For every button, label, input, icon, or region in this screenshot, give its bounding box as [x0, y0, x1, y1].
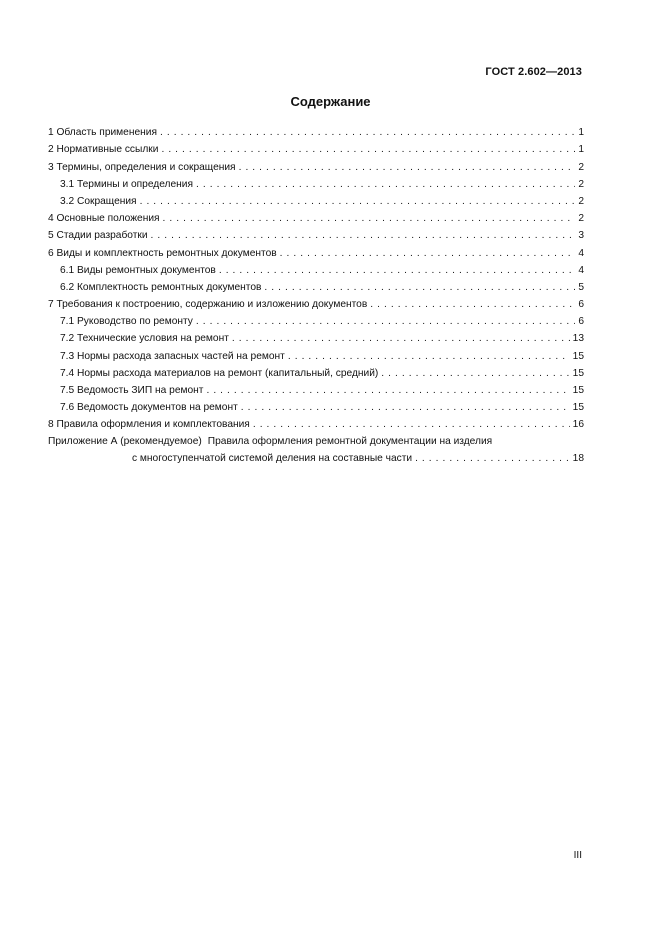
- toc-leader-dots: [196, 178, 575, 191]
- toc-entry-label: 7.6 Ведомость документов на ремонт: [60, 402, 238, 414]
- toc-entry-label: 3 Термины, определения и сокращения: [48, 161, 236, 173]
- toc-entry-page-number: 4: [578, 264, 584, 276]
- toc-entry[interactable]: [48, 277, 584, 294]
- toc-leader-dots: [253, 418, 570, 431]
- table-of-contents: [48, 122, 584, 465]
- toc-leader-dots: [151, 229, 576, 242]
- toc-entry-label: 7.1 Руководство по ремонту: [60, 316, 193, 328]
- toc-entry-label: 4 Основные положения: [48, 213, 160, 225]
- toc-entry[interactable]: [48, 311, 584, 328]
- toc-entry-label: 3.1 Термины и определения: [60, 178, 193, 190]
- appendix-page-number: 18: [572, 453, 584, 465]
- toc-entries: [48, 122, 584, 431]
- toc-entry-page-number: 2: [578, 195, 584, 207]
- toc-entry-page-number: 5: [578, 281, 584, 293]
- toc-entry-label: 7.5 Ведомость ЗИП на ремонт: [60, 385, 204, 396]
- toc-entry-page-number: 2: [578, 178, 584, 190]
- toc-entry[interactable]: [48, 363, 584, 380]
- appendix-prefix: Приложение А (рекомендуемое): [48, 436, 202, 448]
- toc-entry-page-number: 15: [572, 367, 584, 379]
- toc-leader-dots: [196, 315, 575, 328]
- toc-entry[interactable]: [48, 260, 584, 277]
- toc-entry-label: 5 Стадии разработки: [48, 230, 148, 242]
- toc-leader-dots: [415, 452, 570, 465]
- toc-entry[interactable]: [48, 225, 584, 242]
- toc-leader-dots: [232, 332, 570, 345]
- toc-entry-page-number: 1: [578, 127, 584, 139]
- toc-appendix-entry[interactable]: [48, 433, 584, 465]
- toc-entry-label: 7.4 Нормы расхода материалов на ремонт (капитальный, средний): [60, 367, 379, 379]
- toc-entry-label: 2 Нормативные ссылки: [48, 144, 159, 156]
- toc-entry-label: 8 Правила оформления и комплектования: [48, 419, 250, 431]
- appendix-first-line: [48, 433, 584, 448]
- document-code: ГОСТ 2.602—2013: [485, 66, 582, 78]
- appendix-title-line2: с многоступенчатой системой деления на составные части: [132, 453, 413, 465]
- toc-title: Содержание: [290, 94, 371, 109]
- toc-entry-page-number: 4: [578, 247, 584, 259]
- toc-leader-dots: [381, 367, 569, 380]
- toc-entry[interactable]: [48, 208, 584, 225]
- toc-leader-dots: [206, 384, 569, 397]
- toc-entry[interactable]: [48, 156, 584, 173]
- appendix-second-line: [48, 448, 584, 465]
- toc-leader-dots: [161, 143, 575, 156]
- toc-entry[interactable]: [48, 191, 584, 208]
- toc-entry-page-number: 15: [572, 402, 584, 414]
- toc-leader-dots: [264, 281, 575, 294]
- toc-entry[interactable]: [48, 242, 584, 259]
- toc-leader-dots: [288, 350, 570, 363]
- toc-entry-label: 3.2 Сокращения: [60, 195, 137, 207]
- toc-entry[interactable]: [48, 380, 584, 397]
- toc-entry[interactable]: [48, 139, 584, 156]
- toc-entry[interactable]: [48, 345, 584, 362]
- toc-entry-label: 6.1 Виды ремонтных документов: [60, 264, 216, 276]
- toc-leader-dots: [241, 401, 570, 414]
- appendix-title-line1: Правила оформления ремонтной документации на изделия: [207, 436, 493, 448]
- page-number: III: [573, 850, 582, 861]
- toc-entry[interactable]: [48, 122, 584, 139]
- toc-entry-label: 6.2 Комплектность ремонтных документов: [60, 281, 262, 293]
- toc-entry-page-number: 2: [578, 213, 584, 225]
- toc-leader-dots: [239, 161, 576, 174]
- toc-entry-page-number: 6: [578, 299, 584, 311]
- toc-entry-label: 1 Область применения: [48, 127, 157, 139]
- toc-entry[interactable]: [48, 414, 584, 431]
- toc-entry[interactable]: [48, 397, 584, 414]
- toc-entry-page-number: 16: [572, 419, 584, 431]
- toc-entry-page-number: 15: [572, 350, 584, 362]
- toc-entry-page-number: 13: [572, 333, 584, 345]
- toc-entry-page-number: 15: [572, 385, 584, 396]
- toc-leader-dots: [163, 212, 576, 225]
- toc-leader-dots: [219, 264, 576, 277]
- toc-entry-page-number: 6: [578, 316, 584, 328]
- toc-entry[interactable]: [48, 174, 584, 191]
- toc-leader-dots: [280, 247, 576, 260]
- toc-entry-label: 7 Требования к построению, содержанию и изложению документов: [48, 299, 368, 311]
- toc-entry[interactable]: [48, 328, 584, 345]
- toc-entry[interactable]: [48, 294, 584, 311]
- toc-leader-dots: [160, 126, 575, 139]
- toc-entry-page-number: 3: [578, 230, 584, 242]
- toc-leader-dots: [370, 298, 575, 311]
- toc-entry-page-number: 1: [578, 144, 584, 156]
- toc-leader-dots: [140, 195, 576, 208]
- toc-entry-label: 7.3 Нормы расхода запасных частей на ремонт: [60, 350, 285, 362]
- toc-entry-label: 6 Виды и комплектность ремонтных документов: [48, 247, 277, 259]
- toc-entry-page-number: 2: [578, 161, 584, 173]
- toc-entry-label: 7.2 Технические условия на ремонт: [60, 333, 229, 345]
